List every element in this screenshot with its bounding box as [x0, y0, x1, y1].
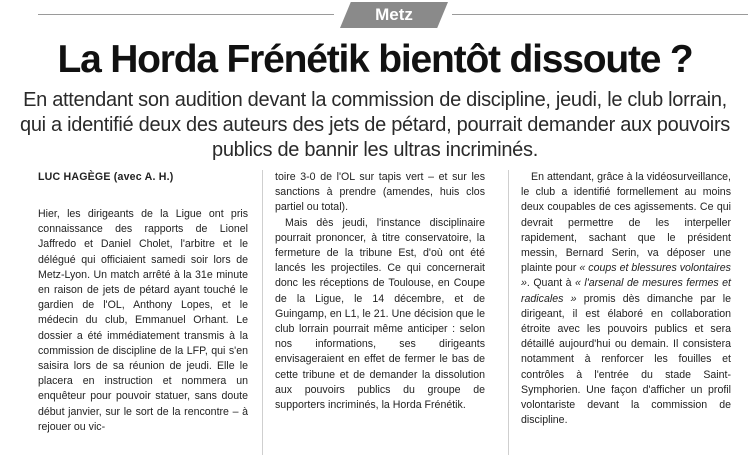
- header-rule-right: [452, 14, 748, 15]
- col3-quote-2: « l'arsenal de mesures fermes et radicales »: [521, 277, 731, 305]
- article-standfirst: En attendant son audition devant la commission de discipline, jeudi, le club lorrain, qui a identifié deux des auteurs des jets de pétard, pourrait demander aux pouvoirs publics de bannir les ultras incriminés.: [20, 89, 731, 161]
- col2-paragraph-2: Mais dès jeudi, l'instance disciplinaire pourrait prononcer, à titre conservatoire, la fermeture de la tribune Est, d'où ont été lancés les projectiles. Ce qui concernerait donc les réceptions de Toulouse, en Coupe de la Ligue, le 14 décembre, et de Guingamp, en L1, le 21. Une décision que le club lorrain pourrait même anticiper : selon nos informations, ses dirigeants envisageraient en effet de fermer le bas de cette tribune et de demander la dissolution aux pouvoirs publics du groupe de supporters incriminés, la Horda Frénétik.: [275, 216, 485, 412]
- column-divider-1: [262, 170, 263, 455]
- col3-paragraph-1: [521, 170, 731, 428]
- col3-quote-1: « coups et blessures volontaires »: [521, 262, 731, 290]
- kicker-label: Metz: [375, 5, 413, 24]
- column-1: [38, 170, 248, 435]
- col3-text-a: En attendant, grâce à la vidéosurveillance, le club a identifié formellement au moins deux coupables de ces agissements. Ce qui devrait permettre de les interpeller rapidement, sachant que le président messin, Bernard Serin, va déposer une plainte pour: [521, 171, 731, 275]
- column-divider-2: [508, 170, 509, 455]
- column-3: [521, 170, 731, 428]
- col1-paragraph-1: Hier, les dirigeants de la Ligue ont pris connaissance des rapports de Lionel Jaffredo et Daniel Cholet, l'arbitre et le délégué qui officiaient samedi soir lors de Metz-Lyon. Un match arrêté à la 31e minute en raison de jets de pétard ayant touché le gardien de l'OL, Anthony Lopes, et le médecin du club, Emmanuel Orhant. Le dossier a été immédiatement transmis à la commission de discipline de la LFP, qui s'en saisira lors de sa réunion de jeudi. Elle le placera en instruction et nommera un enquêteur pour pouvoir statuer, sans doute début janvier, sur le sort de la rencontre – à rejouer ou vic-: [38, 208, 248, 433]
- byline: LUC HAGÈGE (avec A. H.): [38, 171, 174, 183]
- col2-paragraph-1: toire 3-0 de l'OL sur tapis vert – et sur les sanctions à prendre (amendes, huis clos partiel ou total).: [275, 171, 485, 214]
- section-header: [38, 0, 748, 30]
- article-body: [38, 170, 740, 455]
- header-rule-left: [38, 14, 334, 15]
- article-headline: La Horda Frénétik bientôt dissoute ?: [57, 38, 693, 81]
- section-kicker: [340, 2, 448, 28]
- col3-text-c: promis dès dimanche par le dirigeant, il est élaboré en collaboration étroite avec les pouvoirs publics et sera détaillé aujourd'hui ou demain. Il consistera notamment à renforcer les fouilles et contrôles à l'entrée du stade Saint-Symphorien. Une façon d'afficher un profil volontariste devant la commission de discipline.: [521, 292, 731, 427]
- column-2: [275, 170, 485, 413]
- col3-text-b: . Quant à: [526, 277, 572, 290]
